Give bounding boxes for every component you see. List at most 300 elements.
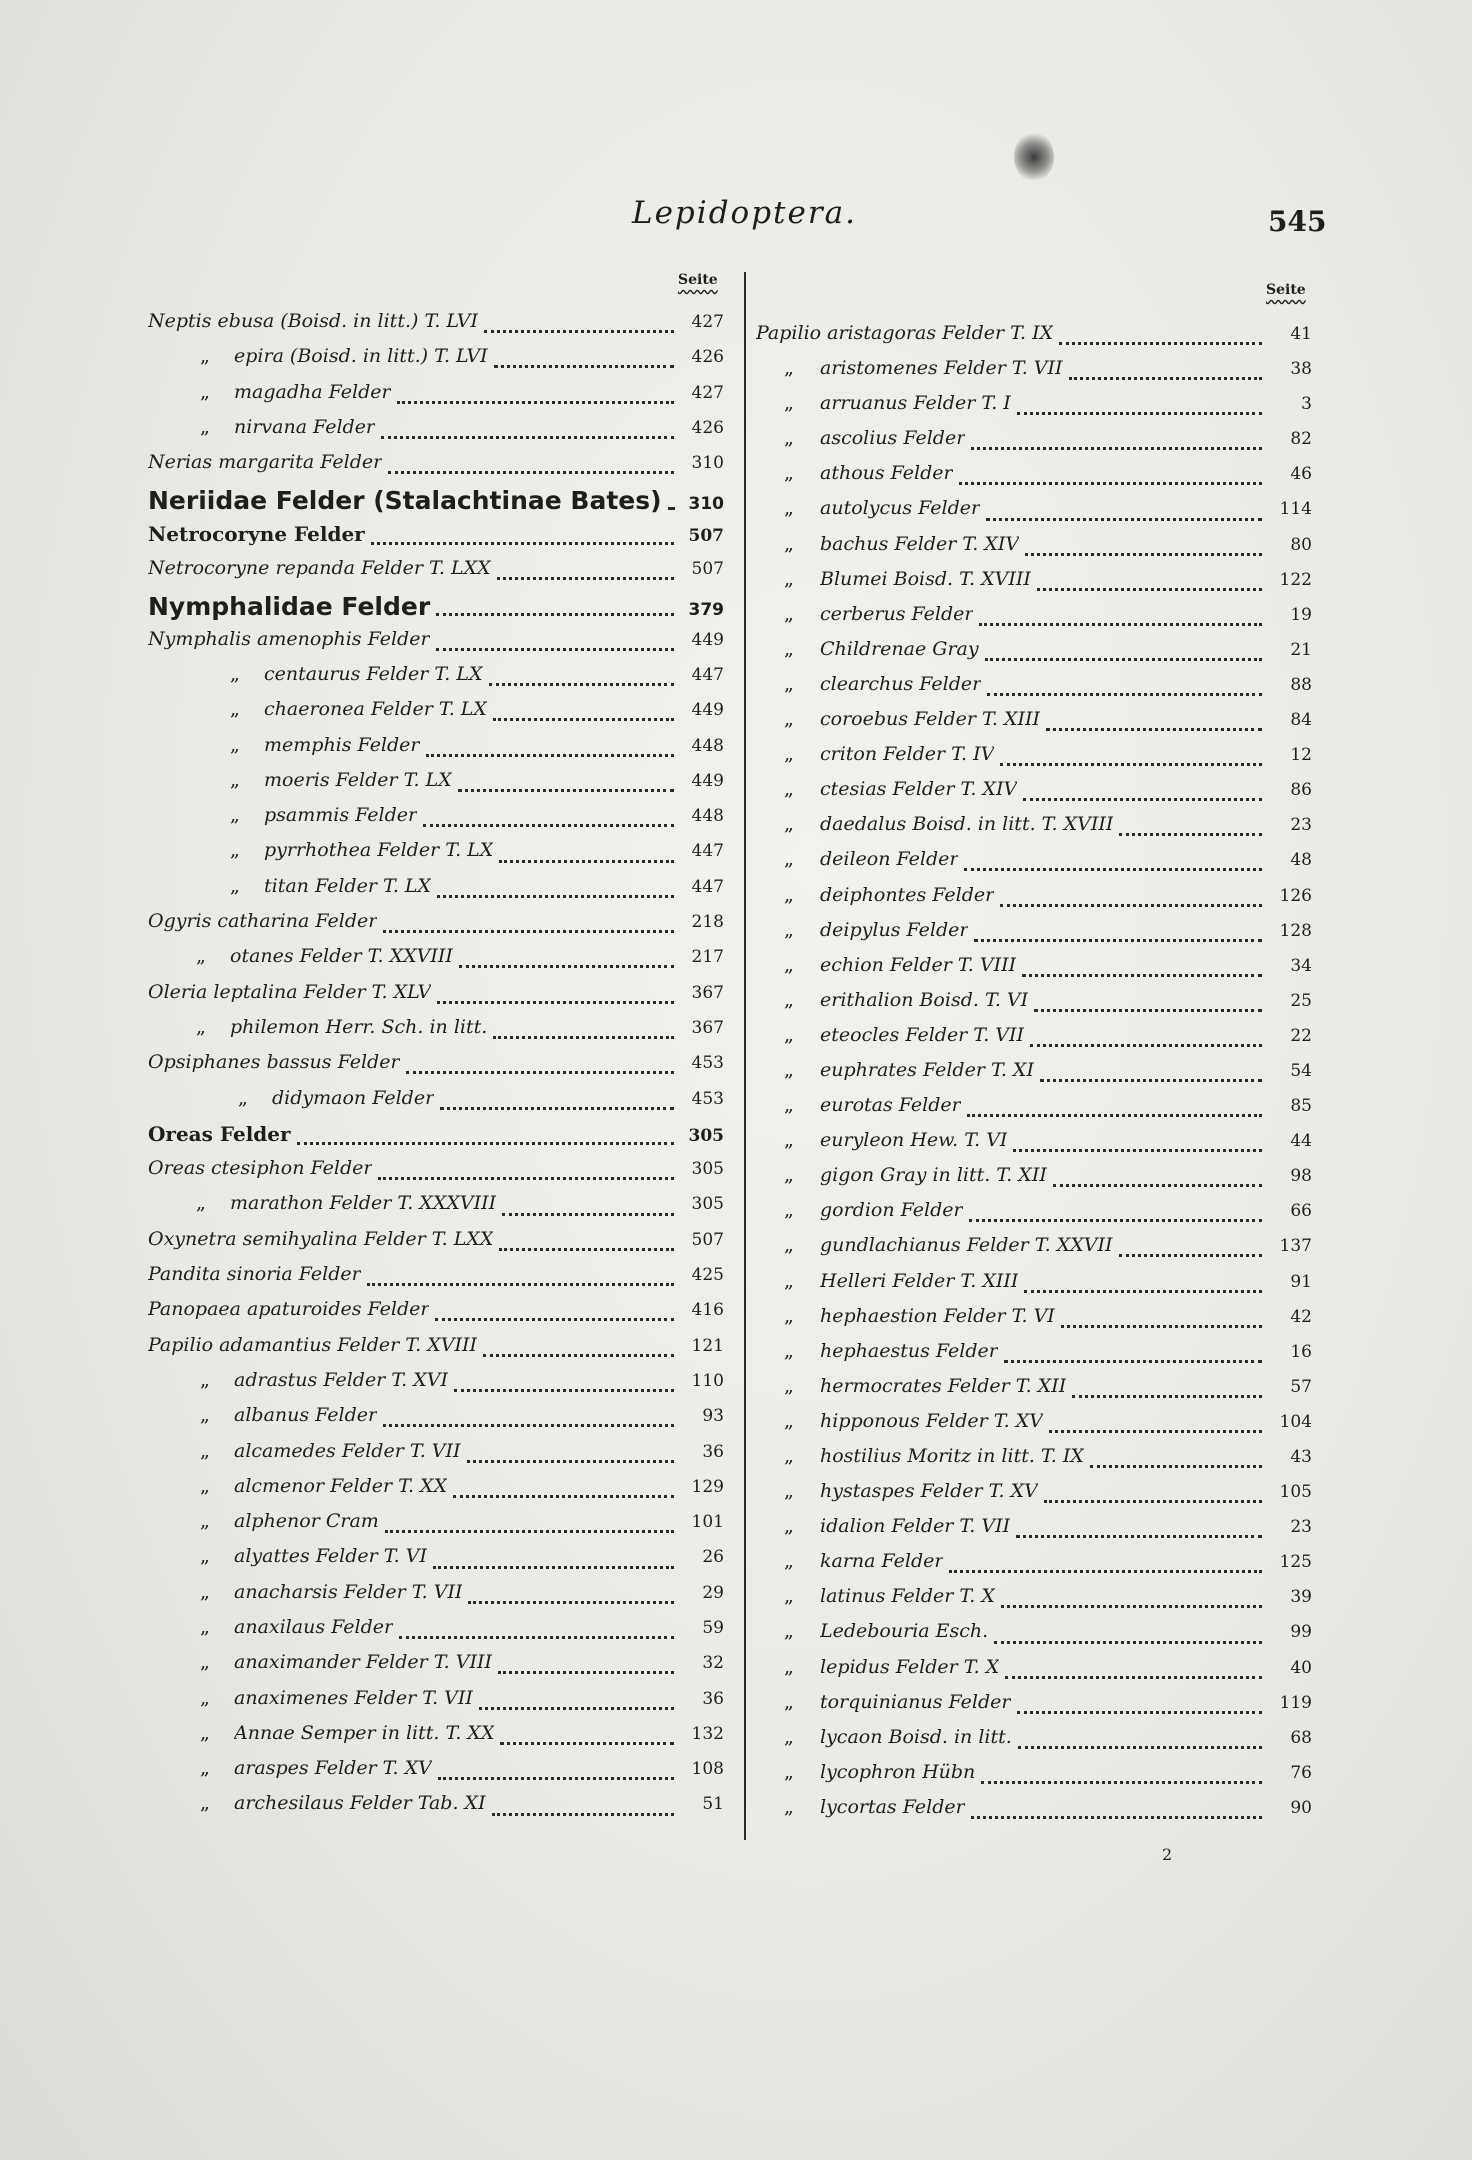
seite-label-left: Seite <box>678 272 718 288</box>
left-index-column <box>148 310 724 1828</box>
page-ref-number: 80 <box>1290 534 1312 555</box>
dot-leader <box>426 754 675 757</box>
entry-text: anaximenes Felder T. VII <box>234 1686 473 1709</box>
dot-leader <box>1053 1184 1262 1187</box>
right-index-entry <box>756 322 1312 357</box>
left-index-entry <box>148 486 724 521</box>
left-index-entry <box>148 310 724 345</box>
ditto-mark: „ <box>784 708 794 731</box>
right-index-entry <box>756 989 1312 1024</box>
left-index-entry <box>148 1016 724 1051</box>
page-ref-number: 32 <box>702 1653 724 1674</box>
entry-text: Nymphalidae Felder <box>148 592 431 622</box>
entry-text: Neriidae Felder (Stalachtinae Bates) <box>148 486 662 516</box>
right-index-entry <box>756 1199 1312 1234</box>
seite-label-right: Seite <box>1266 282 1306 298</box>
entry-text: centaurus Felder T. LX <box>264 662 483 685</box>
entry-text: nirvana Felder <box>234 415 376 438</box>
ditto-mark: „ <box>196 945 206 968</box>
dot-leader <box>454 1389 674 1392</box>
dot-leader <box>1090 1465 1262 1468</box>
right-index-entry <box>756 919 1312 954</box>
dot-leader <box>1030 1044 1262 1047</box>
dot-leader <box>367 1283 674 1286</box>
ditto-mark: „ <box>784 1690 794 1713</box>
ditto-mark: „ <box>784 813 794 836</box>
right-index-entry <box>756 1585 1312 1620</box>
ditto-mark: „ <box>200 1474 210 1497</box>
dot-leader <box>1024 1290 1262 1293</box>
dot-leader <box>378 1177 674 1180</box>
ditto-mark: „ <box>784 1585 794 1608</box>
column-divider <box>744 272 746 1840</box>
entry-text: alyattes Felder T. VI <box>234 1545 427 1568</box>
page-ref-number: 310 <box>688 494 724 515</box>
dot-leader <box>437 895 674 898</box>
ditto-mark: „ <box>784 1795 794 1818</box>
dot-leader <box>483 1354 674 1357</box>
ditto-mark: „ <box>784 1234 794 1257</box>
dot-leader <box>668 507 674 510</box>
entry-text: didymaon Felder <box>272 1086 435 1109</box>
page-ref-number: 305 <box>691 1194 724 1215</box>
dot-leader <box>1025 553 1262 556</box>
dot-leader <box>484 330 674 333</box>
dot-leader <box>1046 728 1262 731</box>
ditto-mark: „ <box>230 698 240 721</box>
ditto-mark: „ <box>200 380 210 403</box>
right-index-entry <box>756 1445 1312 1480</box>
left-index-entry <box>148 1369 724 1404</box>
ditto-mark: „ <box>200 1545 210 1568</box>
page-ref-number: 305 <box>691 1159 724 1180</box>
entry-text: deileon Felder <box>820 848 959 871</box>
page-ref-number: 46 <box>1290 464 1312 485</box>
entry-text: Oreas Felder <box>148 1121 291 1146</box>
page-ref-number: 84 <box>1290 710 1312 731</box>
running-head-title: Lepidoptera. <box>632 195 858 231</box>
ditto-mark: „ <box>784 1620 794 1643</box>
page-ref-number: 54 <box>1290 1060 1312 1081</box>
ditto-mark: „ <box>784 462 794 485</box>
entry-text: memphis Felder <box>264 733 420 756</box>
dot-leader <box>435 1318 674 1321</box>
entry-text: Papilio adamantius Felder T. XVIII <box>148 1333 477 1356</box>
dot-leader <box>468 1601 674 1604</box>
dot-leader <box>1044 1500 1262 1503</box>
dot-leader <box>1017 412 1262 415</box>
entry-text: autolycus Felder <box>820 497 981 520</box>
dot-leader <box>499 860 674 863</box>
dot-leader <box>1061 1325 1262 1328</box>
ditto-mark: „ <box>784 1655 794 1678</box>
right-index-entry <box>756 1620 1312 1655</box>
signature-mark: 2 <box>1162 1845 1173 1864</box>
dot-leader <box>974 939 1262 942</box>
entry-text: Netrocoryne repanda Felder T. LXX <box>148 557 491 580</box>
page-ref-number: 114 <box>1279 499 1312 520</box>
entry-text: latinus Felder T. X <box>820 1585 995 1608</box>
left-index-entry <box>148 1581 724 1616</box>
left-index-entry <box>148 628 724 663</box>
dot-leader <box>964 868 1262 871</box>
page-ref-number: 86 <box>1290 780 1312 801</box>
left-index-entry <box>148 1475 724 1510</box>
entry-text: gigon Gray in litt. T. XII <box>820 1164 1047 1187</box>
right-index-entry <box>756 1059 1312 1094</box>
entry-text: Nymphalis amenophis Felder <box>148 627 430 650</box>
entry-text: adrastus Felder T. XVI <box>234 1368 449 1391</box>
entry-text: lycaon Boisd. in litt. <box>820 1725 1012 1748</box>
page-ref-number: 449 <box>691 770 724 791</box>
dot-leader <box>1072 1395 1262 1398</box>
ditto-mark: „ <box>200 1439 210 1462</box>
dot-leader <box>1017 1711 1263 1714</box>
right-index-entry <box>756 708 1312 743</box>
dot-leader <box>1000 904 1262 907</box>
right-index-entry <box>756 1270 1312 1305</box>
ditto-mark: „ <box>784 1304 794 1327</box>
left-index-entry <box>148 1192 724 1227</box>
ditto-mark: „ <box>200 1368 210 1391</box>
entry-text: Oreas ctesiphon Felder <box>148 1157 373 1180</box>
dot-leader <box>1004 1360 1262 1363</box>
page-ref-number: 449 <box>691 629 724 650</box>
ditto-mark: „ <box>230 662 240 685</box>
ditto-mark: „ <box>200 1615 210 1638</box>
ditto-mark: „ <box>200 1686 210 1709</box>
left-index-entry <box>148 381 724 416</box>
page-ref-number: 105 <box>1279 1482 1312 1503</box>
page-ref-number: 453 <box>691 1053 724 1074</box>
dot-leader <box>492 1813 674 1816</box>
dot-leader <box>498 1671 674 1674</box>
right-index-entry <box>756 778 1312 813</box>
entry-text: anaxilaus Felder <box>234 1615 394 1638</box>
page-ref-number: 16 <box>1290 1341 1312 1362</box>
page-ref-number: 217 <box>691 947 724 968</box>
entry-text: alcamedes Felder T. VII <box>234 1439 461 1462</box>
dot-leader <box>383 1424 674 1427</box>
left-index-entry <box>148 1687 724 1722</box>
entry-text: coroebus Felder T. XIII <box>820 708 1041 731</box>
entry-text: Netrocoryne Felder <box>148 521 365 546</box>
right-index-column <box>756 322 1312 1831</box>
page-ref-number: 59 <box>702 1617 724 1638</box>
page-ref-number: 29 <box>702 1582 724 1603</box>
left-index-entry <box>148 734 724 769</box>
dot-leader <box>385 1530 674 1533</box>
page-ref-number: 447 <box>691 876 724 897</box>
page-ref-number: 93 <box>702 1406 724 1427</box>
page-ref-number: 88 <box>1290 674 1312 695</box>
entry-text: hipponous Felder T. XV <box>820 1409 1043 1432</box>
entry-text: philemon Herr. Sch. in litt. <box>230 1015 488 1038</box>
left-index-entry <box>148 416 724 451</box>
left-index-entry <box>148 1722 724 1757</box>
entry-text: alcmenor Felder T. XX <box>234 1474 448 1497</box>
ditto-mark: „ <box>784 918 794 941</box>
entry-text: torquinianus Felder <box>820 1690 1011 1713</box>
right-index-entry <box>756 533 1312 568</box>
page-ref-number: 507 <box>688 525 724 546</box>
dot-leader <box>479 1707 674 1710</box>
ditto-mark: „ <box>784 1409 794 1432</box>
entry-text: hostilius Moritz in litt. T. IX <box>820 1445 1084 1467</box>
left-index-entry <box>148 945 724 980</box>
entry-text: psammis Felder <box>264 804 418 827</box>
dot-leader <box>1049 1430 1262 1433</box>
page-ref-number: 122 <box>1279 569 1312 590</box>
page-ref-number: 305 <box>688 1125 724 1146</box>
dot-leader <box>423 824 674 827</box>
entry-text: anaximander Felder T. VIII <box>234 1651 492 1674</box>
left-index-entry <box>148 1616 724 1651</box>
entry-text: ctesias Felder T. XIV <box>820 778 1018 801</box>
entry-text: karna Felder <box>820 1550 944 1573</box>
entry-text: criton Felder T. IV <box>820 743 995 766</box>
dot-leader <box>1040 1079 1262 1082</box>
ditto-mark: „ <box>230 768 240 791</box>
page-ref-number: 66 <box>1290 1201 1312 1222</box>
left-index-entry <box>148 1157 724 1192</box>
ditto-mark: „ <box>784 1023 794 1046</box>
entry-text: titan Felder T. LX <box>264 874 432 897</box>
dot-leader <box>1059 342 1262 345</box>
entry-text: Oleria leptalina Felder T. XLV <box>148 980 432 1003</box>
entry-text: araspes Felder T. XV <box>234 1757 432 1780</box>
entry-text: eteocles Felder T. VII <box>820 1023 1024 1046</box>
dot-leader <box>994 1641 1262 1644</box>
left-index-entry <box>148 1545 724 1580</box>
entry-text: gundlachianus Felder T. XXVII <box>820 1234 1113 1257</box>
left-index-entry <box>148 981 724 1016</box>
ditto-mark: „ <box>784 1515 794 1538</box>
page-ref-number: 416 <box>691 1300 724 1321</box>
right-index-entry <box>756 392 1312 427</box>
ditto-mark: „ <box>784 672 794 695</box>
right-index-entry <box>756 1024 1312 1059</box>
entry-text: epira (Boisd. in litt.) T. LVI <box>234 345 488 368</box>
page-ref-number: 12 <box>1290 745 1312 766</box>
ditto-mark: „ <box>784 392 794 415</box>
right-index-entry <box>756 568 1312 603</box>
dot-leader <box>438 1777 674 1780</box>
page-ref-number: 132 <box>691 1723 724 1744</box>
dot-leader <box>1018 1746 1262 1749</box>
ditto-mark: „ <box>784 1164 794 1187</box>
dot-leader <box>433 1566 674 1569</box>
right-index-entry <box>756 1094 1312 1129</box>
page-ref-number: 426 <box>691 347 724 368</box>
left-index-entry <box>148 910 724 945</box>
ditto-mark: „ <box>784 1374 794 1397</box>
entry-text: Helleri Felder T. XIII <box>820 1269 1019 1292</box>
entry-text: lycophron Hübn <box>820 1760 976 1783</box>
page-ref-number: 43 <box>1290 1447 1312 1467</box>
ditto-mark: „ <box>196 1192 206 1215</box>
entry-text: clearchus Felder <box>820 672 982 695</box>
right-index-entry <box>756 1234 1312 1269</box>
left-index-entry <box>148 875 724 910</box>
page-ref-number: 36 <box>702 1441 724 1462</box>
left-index-entry <box>148 557 724 592</box>
page-ref-number: 85 <box>1290 1096 1312 1117</box>
right-index-entry <box>756 427 1312 462</box>
ditto-mark: „ <box>200 1580 210 1603</box>
dot-leader <box>1119 1254 1263 1257</box>
page-ref-number: 119 <box>1279 1692 1312 1713</box>
ditto-mark: „ <box>784 357 794 380</box>
page-ref-number: 427 <box>691 312 724 332</box>
ditto-mark: „ <box>238 1086 248 1109</box>
right-index-entry <box>756 1550 1312 1585</box>
ditto-mark: „ <box>200 1757 210 1780</box>
dot-leader <box>406 1071 674 1074</box>
right-index-entry <box>756 1164 1312 1199</box>
ditto-mark: „ <box>784 988 794 1011</box>
page-ref-number: 90 <box>1290 1797 1312 1818</box>
page-ref-number: 101 <box>691 1512 724 1533</box>
right-index-entry <box>756 1656 1312 1691</box>
entry-text: Opsiphanes bassus Felder <box>148 1051 400 1074</box>
left-index-entry <box>148 1228 724 1263</box>
page-ref-number: 39 <box>1290 1587 1312 1608</box>
ditto-mark: „ <box>784 532 794 555</box>
dot-leader <box>1000 763 1262 766</box>
page-ref-number: 427 <box>691 382 724 403</box>
dot-leader <box>440 1107 674 1110</box>
page-ref-number: 126 <box>1279 885 1312 906</box>
page-ref-number: 447 <box>691 841 724 862</box>
ditto-mark: „ <box>784 497 794 520</box>
ditto-mark: „ <box>200 1510 210 1533</box>
right-index-entry <box>756 1726 1312 1761</box>
entry-text: lepidus Felder T. X <box>820 1655 1000 1678</box>
entry-text: athous Felder <box>820 462 953 485</box>
page-ref-number: 34 <box>1290 955 1312 976</box>
page-ref-number: 41 <box>1290 324 1312 344</box>
entry-text: albanus Felder <box>234 1404 378 1427</box>
entry-text: hermocrates Felder T. XII <box>820 1374 1067 1397</box>
page-ref-number: 121 <box>691 1335 724 1356</box>
left-index-entry <box>148 1051 724 1086</box>
dot-leader <box>371 542 674 545</box>
page-ref-number: 125 <box>1279 1552 1312 1573</box>
page-ref-number: 22 <box>1290 1025 1312 1046</box>
entry-text: Nerias margarita Felder <box>148 451 383 474</box>
right-index-entry <box>756 1515 1312 1550</box>
right-index-entry <box>756 1410 1312 1445</box>
page-ref-number: 367 <box>691 982 724 1003</box>
left-index-entry <box>148 1651 724 1686</box>
dot-leader <box>1023 798 1262 801</box>
dot-leader <box>397 401 674 404</box>
right-index-entry <box>756 462 1312 497</box>
dot-leader <box>986 518 1262 521</box>
page-ref-number: 129 <box>691 1476 724 1497</box>
right-index-entry <box>756 1129 1312 1164</box>
right-index-entry <box>756 638 1312 673</box>
page-ref-number: 447 <box>691 664 724 685</box>
dot-leader <box>494 365 674 368</box>
left-index-entry <box>148 804 724 839</box>
right-index-entry <box>756 603 1312 638</box>
dot-leader <box>987 693 1262 696</box>
page-ref-number: 449 <box>691 700 724 721</box>
right-index-entry <box>756 357 1312 392</box>
page-ref-number: 98 <box>1290 1166 1312 1187</box>
page-ref-number: 82 <box>1290 429 1312 450</box>
ditto-mark: „ <box>784 1550 794 1573</box>
page-ref-number: 110 <box>691 1370 724 1391</box>
dot-leader <box>497 577 674 580</box>
ditto-mark: „ <box>784 602 794 625</box>
entry-text: otanes Felder T. XXVIII <box>230 945 453 968</box>
ditto-mark: „ <box>230 804 240 827</box>
left-index-entry <box>148 1404 724 1439</box>
ditto-mark: „ <box>784 1129 794 1152</box>
entry-text: aristomenes Felder T. VII <box>820 357 1063 380</box>
dot-leader <box>493 718 674 721</box>
page-ref-number: 48 <box>1290 850 1312 871</box>
dot-leader <box>381 436 674 439</box>
entry-text: alphenor Cram <box>234 1510 379 1533</box>
dot-leader <box>388 471 674 474</box>
ditto-mark: „ <box>200 1651 210 1674</box>
page-ref-number: 40 <box>1290 1657 1312 1678</box>
page-ref-number: 19 <box>1290 604 1312 625</box>
ditto-mark: „ <box>784 1058 794 1081</box>
page-ref-number: 379 <box>688 600 724 621</box>
dot-leader <box>1119 833 1262 836</box>
right-index-entry <box>756 1761 1312 1796</box>
ditto-mark: „ <box>784 953 794 976</box>
ditto-mark: „ <box>196 1015 206 1038</box>
dot-leader <box>459 965 674 968</box>
dot-leader <box>967 1114 1262 1117</box>
entry-text: hystaspes Felder T. XV <box>820 1480 1038 1503</box>
page-ref-number: 310 <box>691 453 724 474</box>
right-index-entry <box>756 813 1312 848</box>
right-index-entry <box>756 743 1312 778</box>
left-index-entry <box>148 1263 724 1298</box>
left-index-entry <box>148 1087 724 1122</box>
ditto-mark: „ <box>784 778 794 801</box>
entry-text: euryleon Hew. T. VI <box>820 1129 1008 1152</box>
entry-text: archesilaus Felder Tab. XI <box>234 1792 486 1815</box>
page-ref-number: 38 <box>1290 359 1312 380</box>
left-index-entry <box>148 451 724 486</box>
entry-text: euphrates Felder T. XI <box>820 1058 1034 1081</box>
ditto-mark: „ <box>784 567 794 590</box>
ink-spot <box>1014 132 1054 182</box>
entry-text: bachus Felder T. XIV <box>820 532 1020 555</box>
page-ref-number: 453 <box>691 1088 724 1109</box>
dot-leader <box>981 1781 1262 1784</box>
entry-text: Papilio aristagoras Felder T. IX <box>756 322 1054 344</box>
page-ref-number: 507 <box>691 559 724 580</box>
ditto-mark: „ <box>784 1094 794 1117</box>
dot-leader <box>1001 1605 1262 1608</box>
right-index-entry <box>756 884 1312 919</box>
page-ref-number: 448 <box>691 735 724 756</box>
right-index-entry <box>756 1340 1312 1375</box>
entry-text: Pandita sinoria Felder <box>148 1263 361 1286</box>
ditto-mark: „ <box>784 848 794 871</box>
page-ref-number: 21 <box>1290 639 1312 660</box>
entry-text: deipylus Felder <box>820 918 969 941</box>
